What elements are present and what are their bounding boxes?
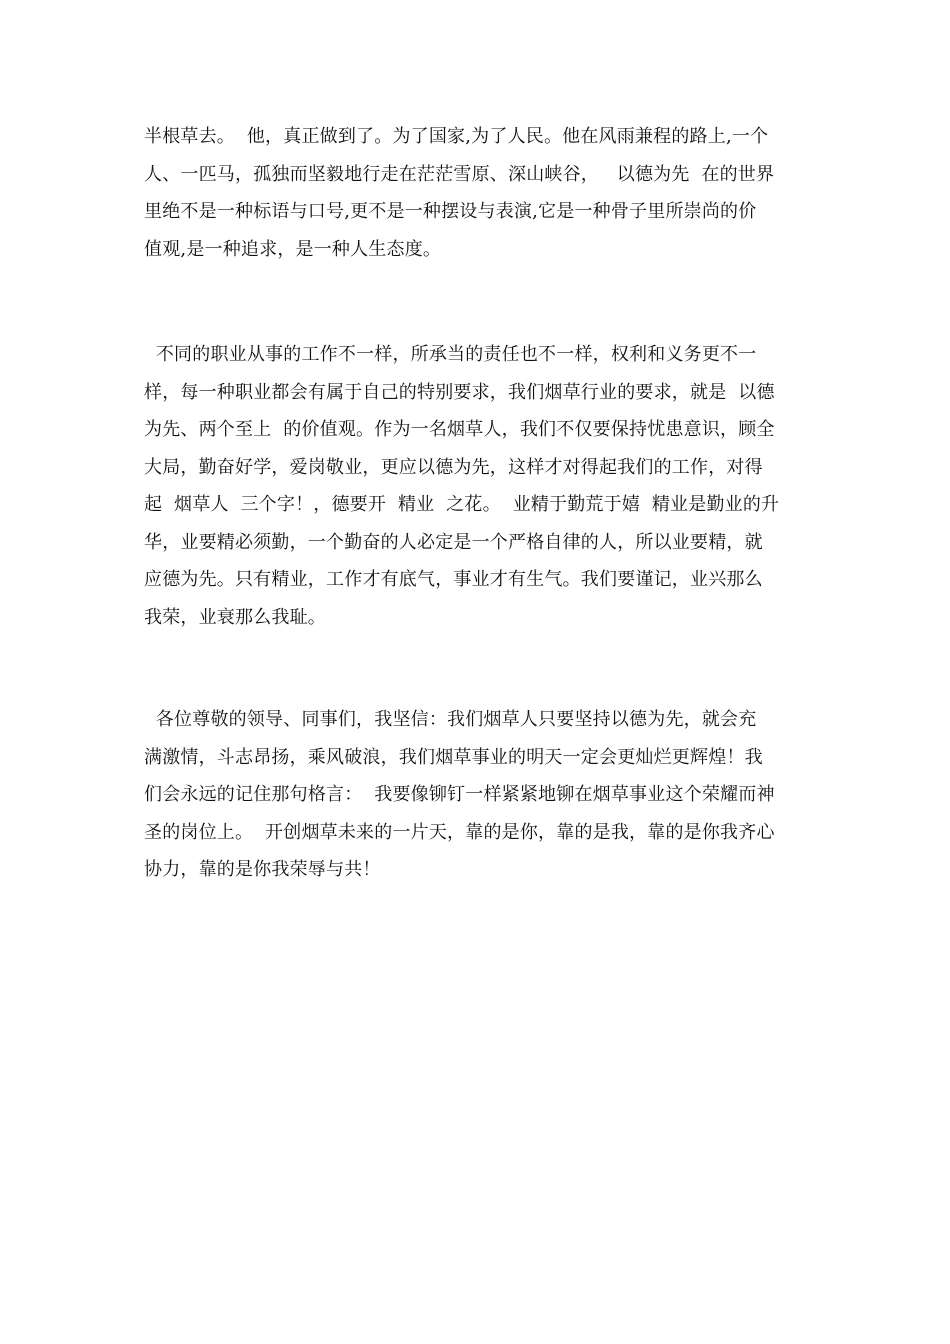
text-line: 应德为先。只有精业，工作才有底气，事业才有生气。我们要谨记，业兴那么 (144, 569, 763, 590)
text-line: 各位尊敬的领导、同事们，我坚信：我们烟草人只要坚持以德为先，就会充 (144, 709, 757, 730)
paragraph-2 (144, 336, 808, 636)
text-line: 大局，勤奋好学，爱岗敬业，更应以德为先，这样才对得起我们的工作，对得 (144, 456, 763, 478)
text-line: 华，业要精必须勤，一个勤奋的人必定是一个严格自律的人，所以业要精，就 (144, 531, 763, 553)
text-line: 里绝不是一种标语与口号,更不是一种摆设与表演,它是一种骨子里所崇尚的价 (144, 201, 757, 222)
text-line: 为先、两个至上 的价值观。作为一名烟草人，我们不仅要保持忧患意识，顾全 (144, 419, 775, 440)
text-line: 我荣，业衰那么我耻。 (144, 606, 326, 628)
text-line: 半根草去。 他，真正做到了。为了国家,为了人民。他在风雨兼程的路上,一个 (144, 126, 769, 147)
paragraph-3 (144, 701, 808, 889)
text-line: 起 烟草人 三个字！，德要开 精业 之花。 业精于勤荒于嬉 精业是勤业的升 (144, 494, 780, 515)
text-line: 们会永远的记住那句格言： 我要像铆钉一样紧紧地铆在烟草事业这个荣耀而神 (144, 784, 775, 805)
text-line: 协力，靠的是你我荣辱与共！ (144, 859, 381, 880)
text-line: 样，每一种职业都会有属于自己的特别要求，我们烟草行业的要求，就是 以德 (144, 381, 775, 403)
text-line: 值观,是一种追求，是一种人生态度。 (144, 238, 442, 260)
text-line: 不同的职业从事的工作不一样，所承当的责任也不一样，权利和义务更不一 (144, 344, 757, 365)
text-line: 满激情，斗志昂扬，乘风破浪，我们烟草事业的明天一定会更灿烂更辉煌！我 (144, 746, 763, 768)
paragraph-1 (144, 118, 808, 268)
text-line: 人、一匹马，孤独而坚毅地行走在茫茫雪原、深山峡谷， 以德为先 在的世界 (144, 163, 775, 185)
text-line: 圣的岗位上。 开创烟草未来的一片天，靠的是你，靠的是我，靠的是你我齐心 (144, 821, 775, 843)
